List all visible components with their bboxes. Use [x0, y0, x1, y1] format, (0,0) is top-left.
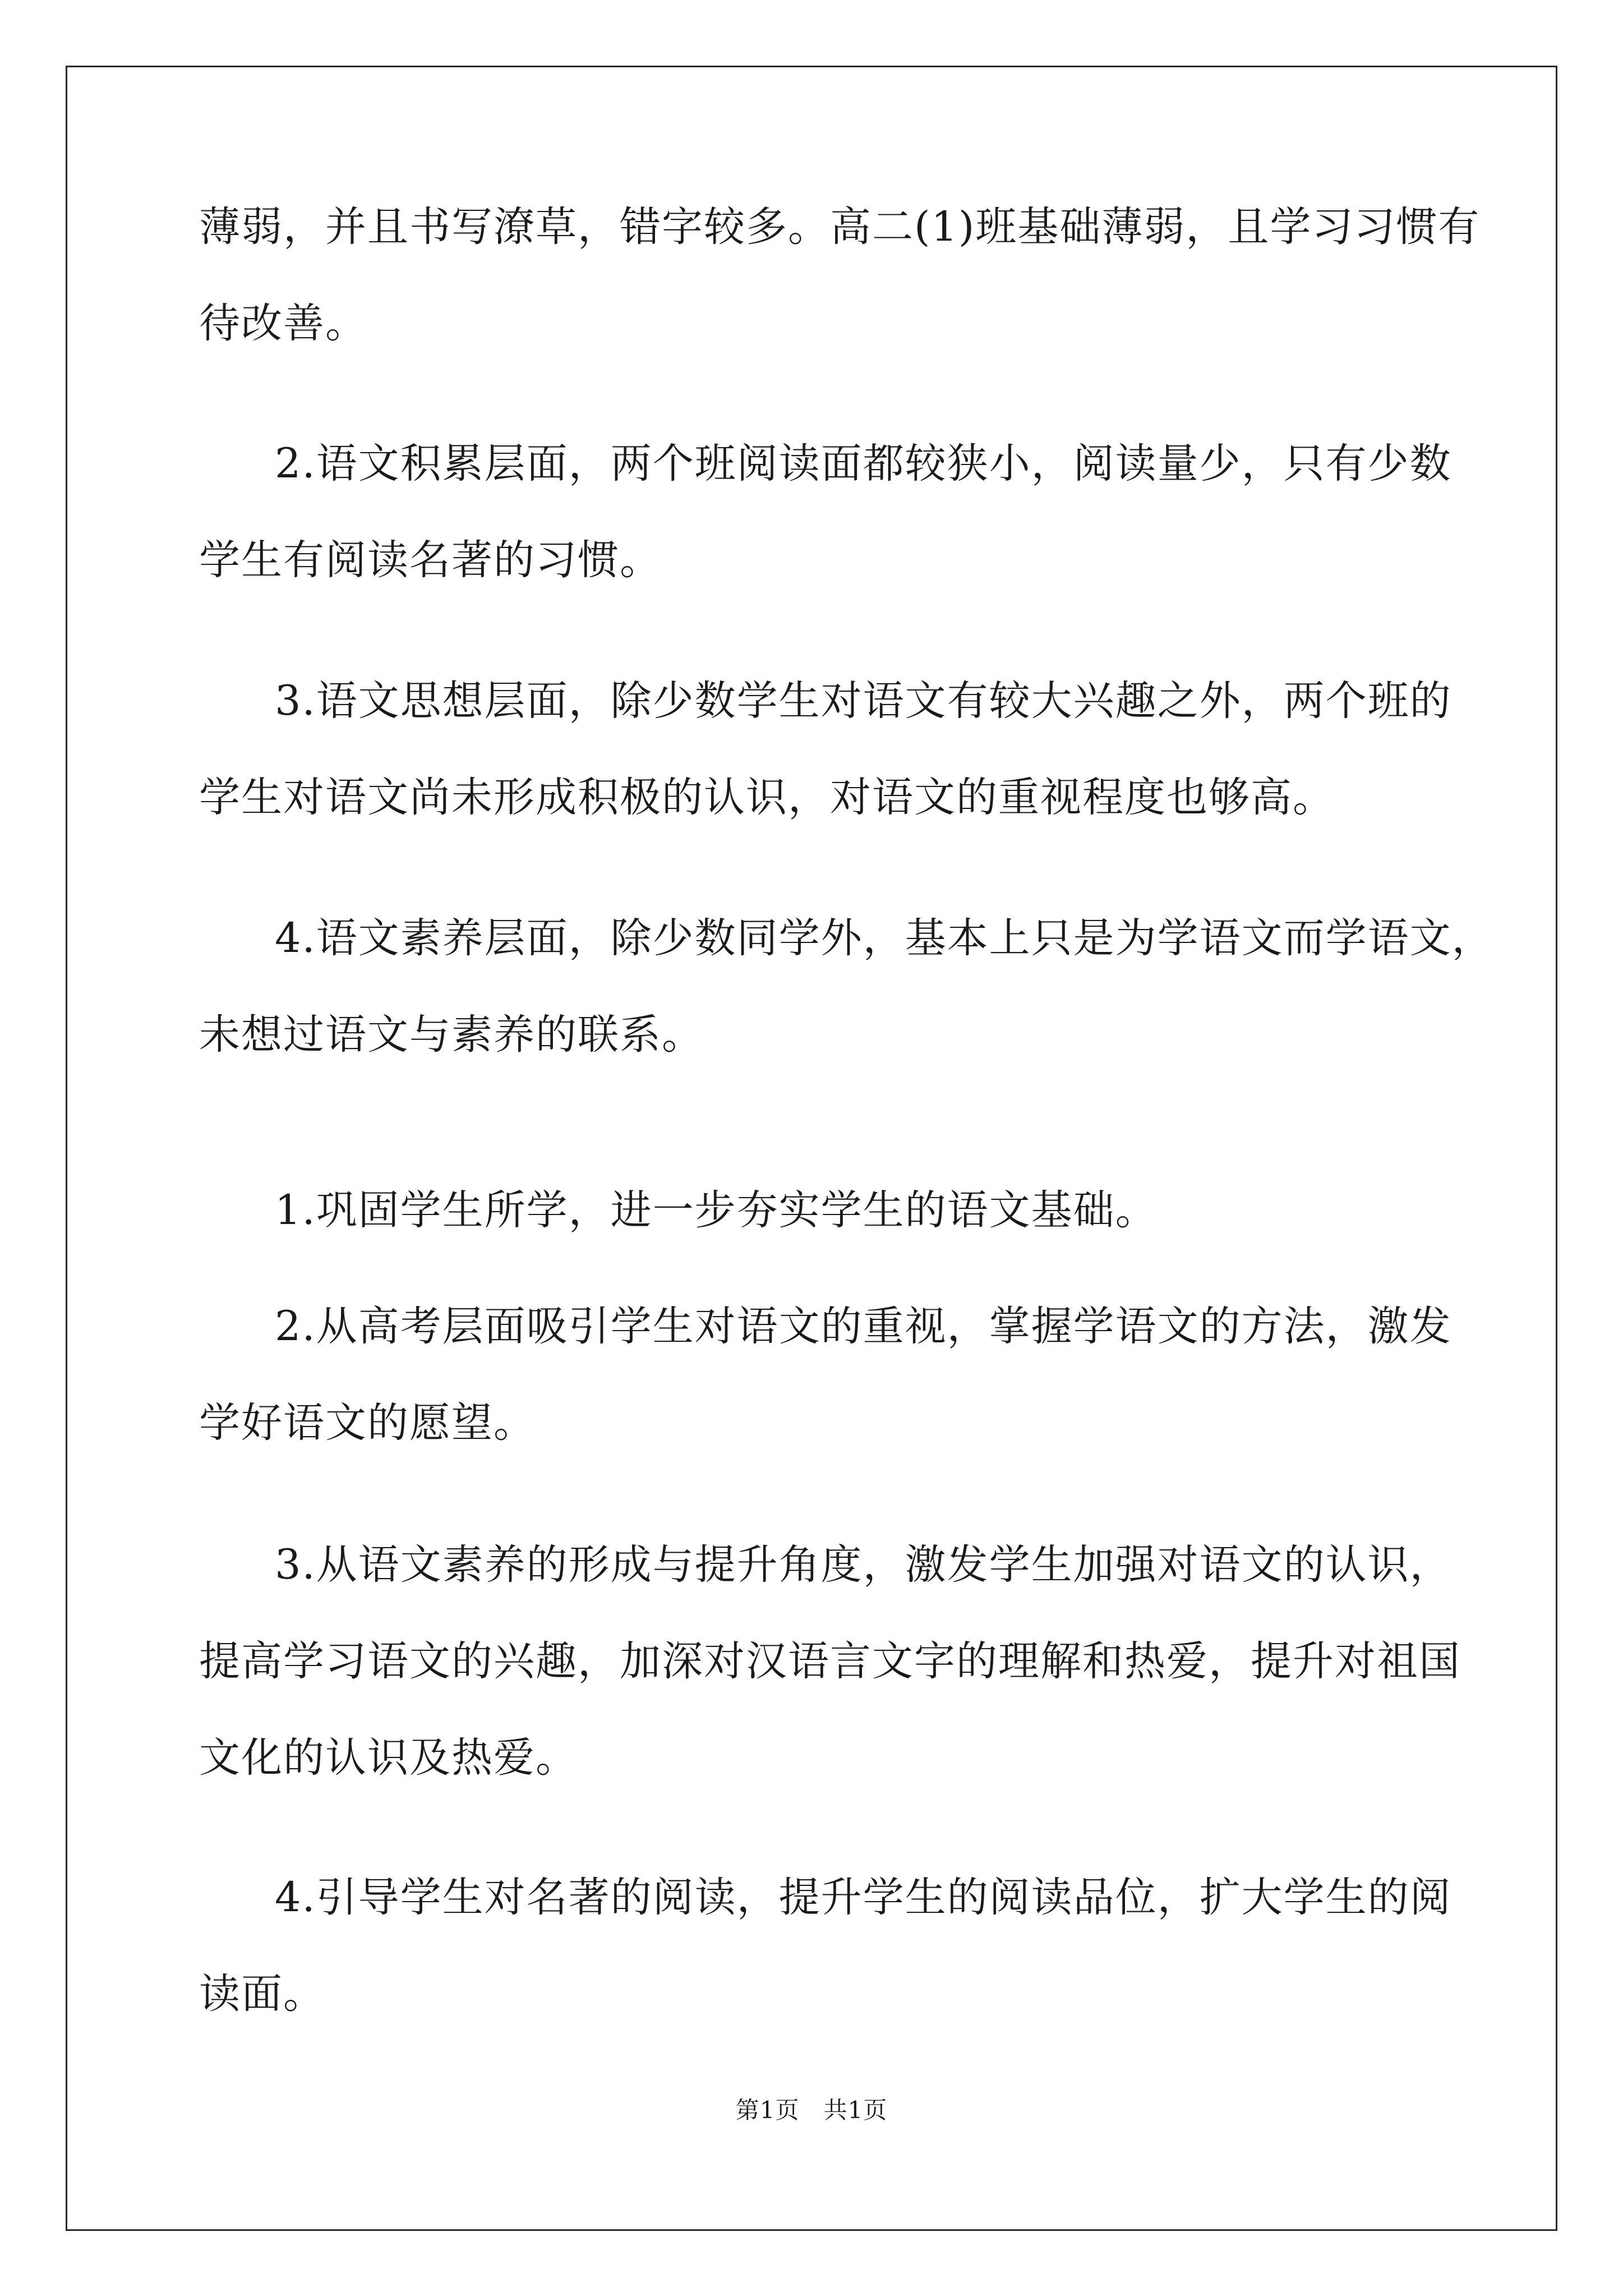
text-line: 薄弱，并且书写潦草，错字较多。高二(1)班基础薄弱，且学习习惯有	[199, 203, 1481, 251]
text-line: 待改善。	[199, 300, 367, 347]
list-item-line: 4.引导学生对名著的阅读，提升学生的阅读品位，扩大学生的阅	[275, 1874, 1452, 1921]
text-line: 学生对语文尚未形成积极的认识，对语文的重视程度也够高。	[199, 774, 1335, 821]
text-line: 文化的认识及热爱。	[199, 1734, 578, 1782]
list-item-line: 2.语文积累层面，两个班阅读面都较狭小，阅读量少，只有少数	[275, 440, 1452, 487]
list-item-line: 4.语文素养层面，除少数同学外，基本上只是为学语文而学语文，	[275, 914, 1494, 962]
text-line: 读面。	[199, 1970, 325, 2018]
text-line: 学好语文的愿望。	[199, 1399, 536, 1447]
list-item-line: 2.从高考层面吸引学生对语文的重视，掌握学语文的方法，激发	[275, 1303, 1452, 1350]
list-item-line: 3.语文思想层面，除少数学生对语文有较大兴趣之外，两个班的	[275, 677, 1452, 725]
text-line: 未想过语文与素养的联系。	[199, 1011, 704, 1059]
text-line: 学生有阅读名著的习惯。	[199, 536, 662, 584]
list-item-line: 1.巩固学生所学，进一步夯实学生的语文基础。	[275, 1186, 1158, 1234]
list-item-line: 3.从语文素养的形成与提升角度，激发学生加强对语文的认识，	[275, 1541, 1452, 1589]
text-line: 提高学习语文的兴趣，加深对汉语言文字的理解和热爱，提升对祖国	[199, 1637, 1461, 1685]
page-number-footer: 第1页 共1页	[735, 2096, 888, 2124]
